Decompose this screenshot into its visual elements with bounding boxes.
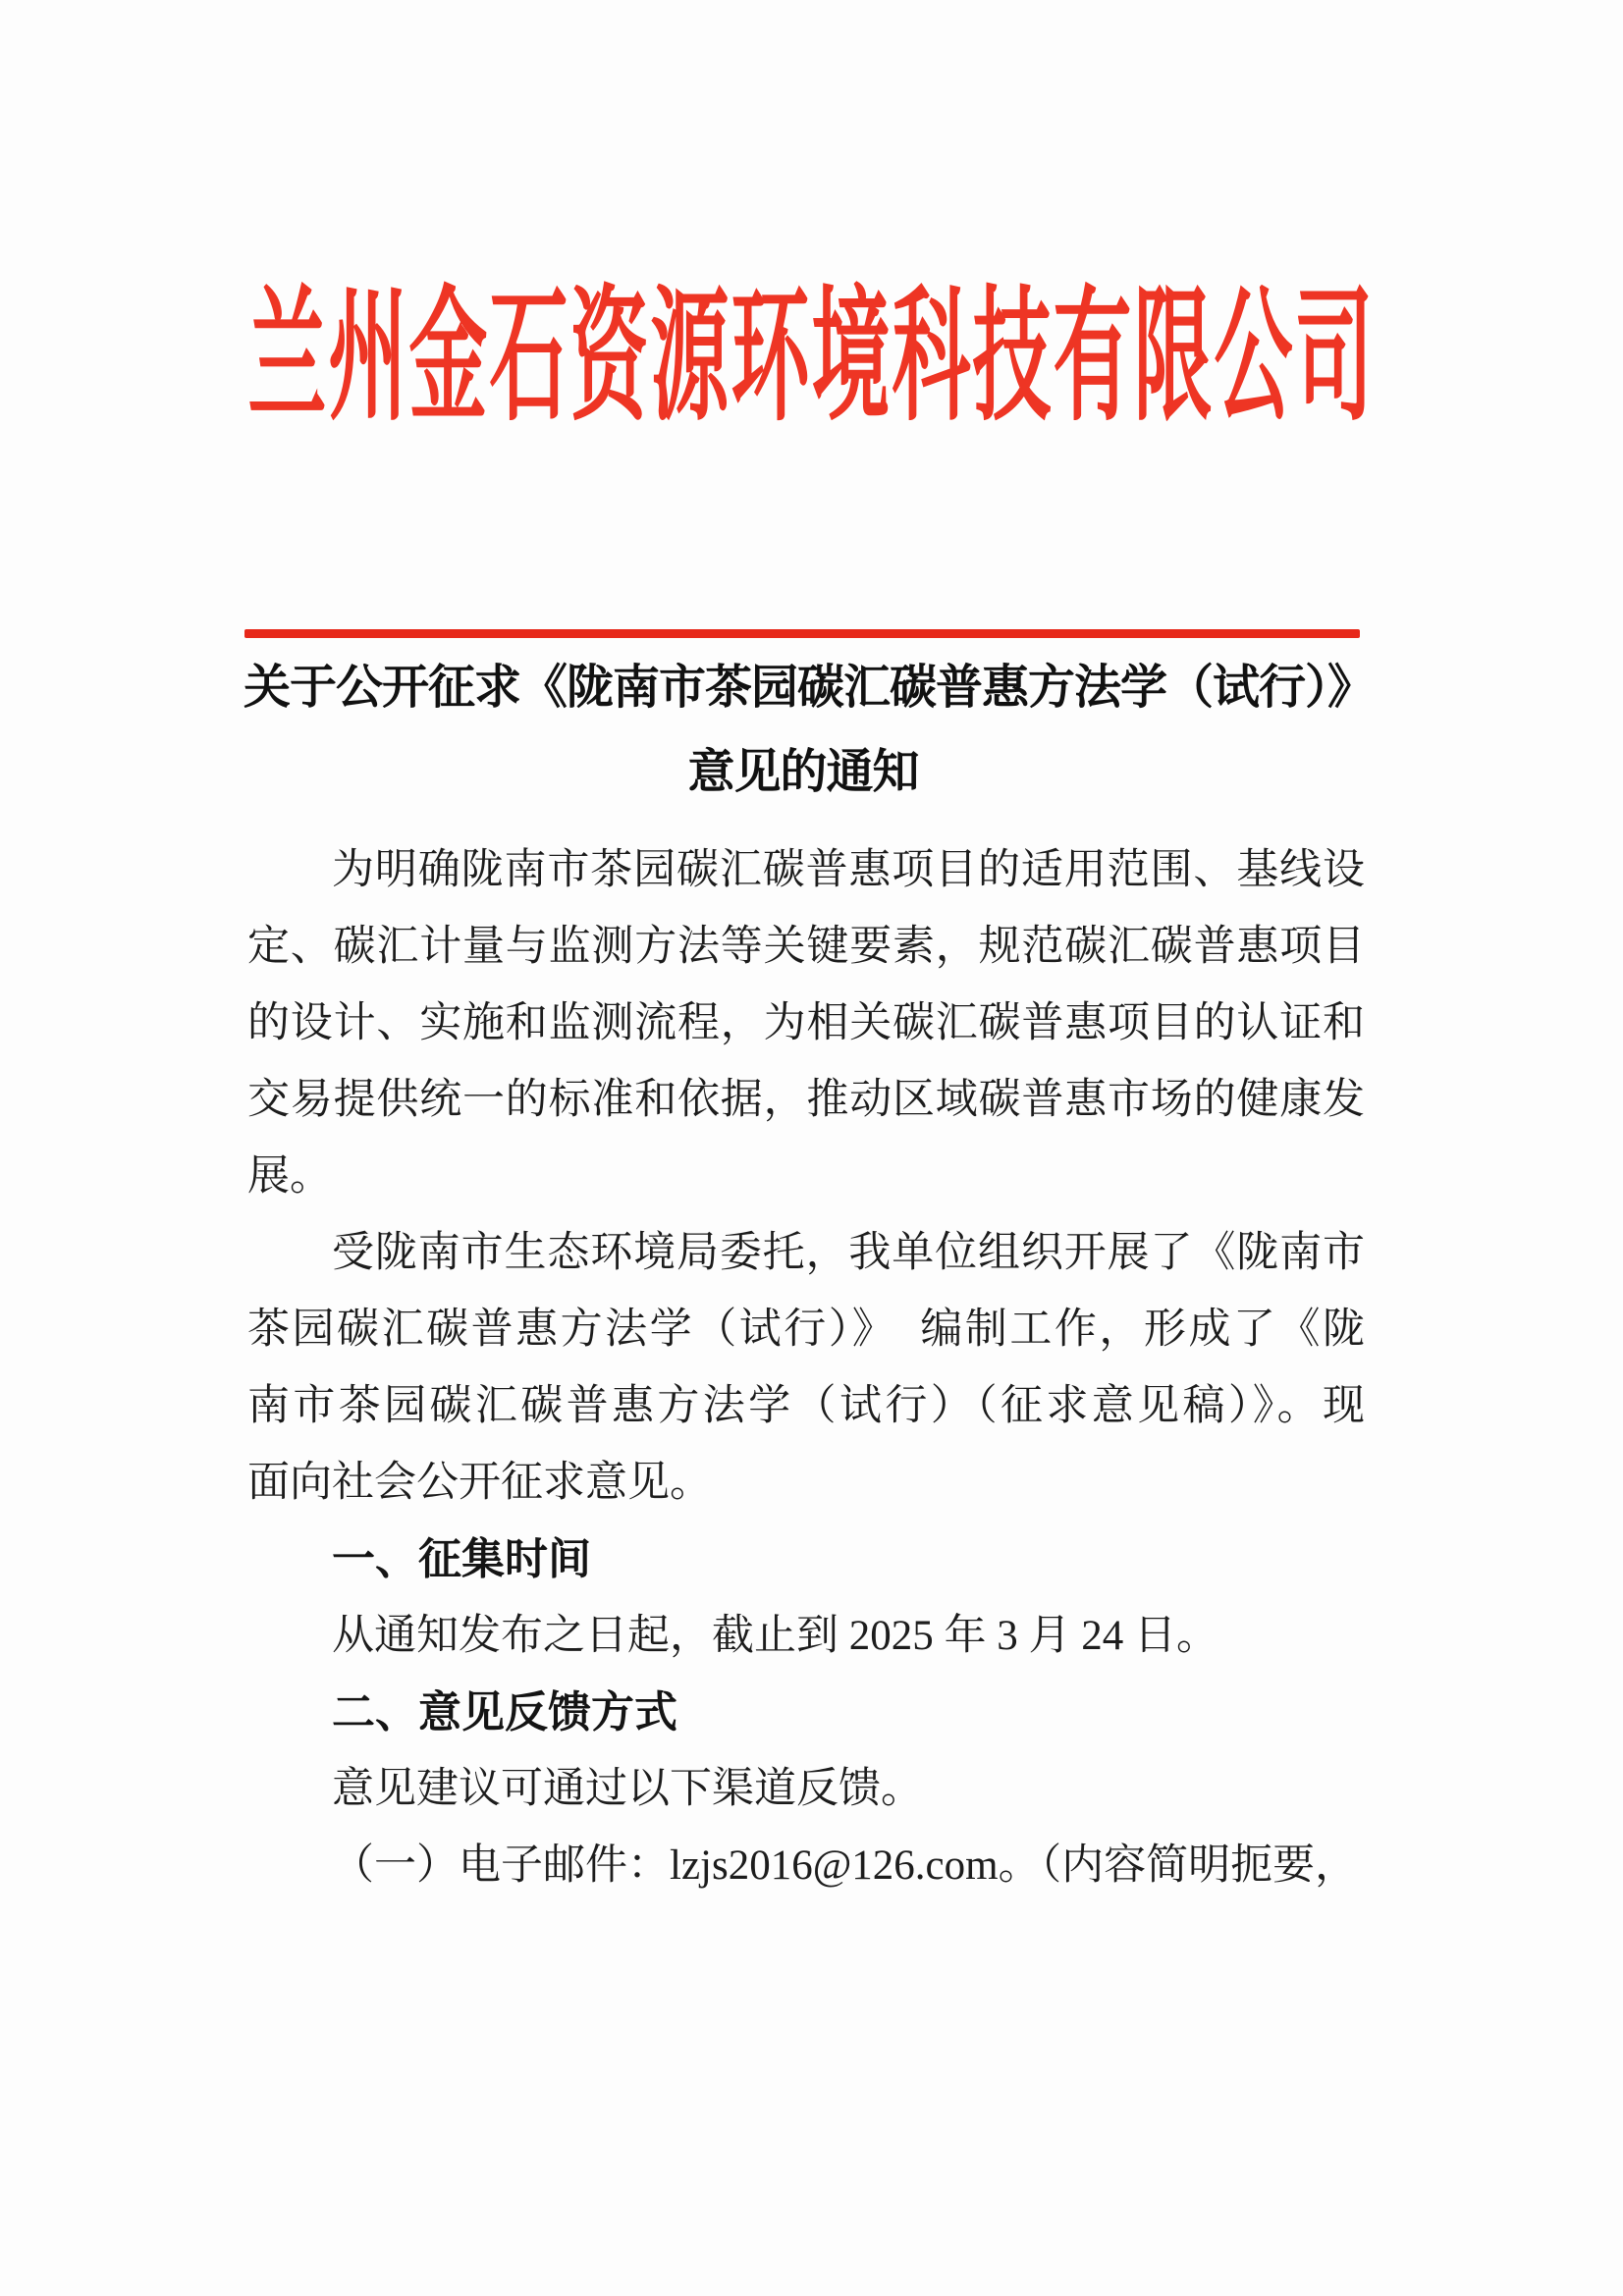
paragraph-2-line-2: 茶园碳汇碳普惠方法学（试行）》 编制工作，形成了《陇 — [247, 1307, 1365, 1353]
section-1-heading: 一、征集时间 — [332, 1535, 591, 1583]
feedback-email-line: （一）电子邮件：lzjs2016@126.com。（内容简明扼要， — [332, 1842, 1358, 1889]
letterhead-company-name: 兰州金石资源环境科技有限公司 — [247, 279, 1376, 440]
paragraph-2-line-3: 南市茶园碳汇碳普惠方法学（试行）（征求意见稿）》。现 — [247, 1383, 1365, 1429]
paragraph-1-line-5: 展。 — [247, 1153, 332, 1200]
collection-deadline-line: 从通知发布之日起，截止到 2025 年 3 月 24 日。 — [332, 1613, 1218, 1659]
paragraph-2-line-4: 面向社会公开征求意见。 — [247, 1460, 712, 1506]
paragraph-1-line-3: 的设计、实施和监测流程，为相关碳汇碳普惠项目的认证和 — [247, 1000, 1365, 1046]
notice-title — [243, 646, 1375, 815]
paragraph-1-line-2: 定、碳汇计量与监测方法等关键要素，规范碳汇碳普惠项目 — [247, 924, 1365, 970]
feedback-channels-line: 意见建议可通过以下渠道反馈。 — [332, 1766, 923, 1812]
notice-body — [247, 832, 1365, 1904]
letterhead-divider-line — [244, 629, 1360, 638]
paragraph-2-line-1: 受陇南市生态环境局委托，我单位组织开展了《陇南市 — [332, 1230, 1365, 1276]
section-2-heading: 二、意见反馈方式 — [332, 1688, 677, 1736]
notice-title-line-1: 关于公开征求《陇南市茶园碳汇碳普惠方法学（试行）》 — [243, 662, 1375, 714]
paragraph-1-line-1: 为明确陇南市茶园碳汇碳普惠项目的适用范围、基线设 — [332, 847, 1365, 893]
notice-title-line-2: 意见的通知 — [687, 746, 919, 798]
paragraph-1-line-4: 交易提供统一的标准和依据，推动区域碳普惠市场的健康发 — [247, 1077, 1365, 1123]
